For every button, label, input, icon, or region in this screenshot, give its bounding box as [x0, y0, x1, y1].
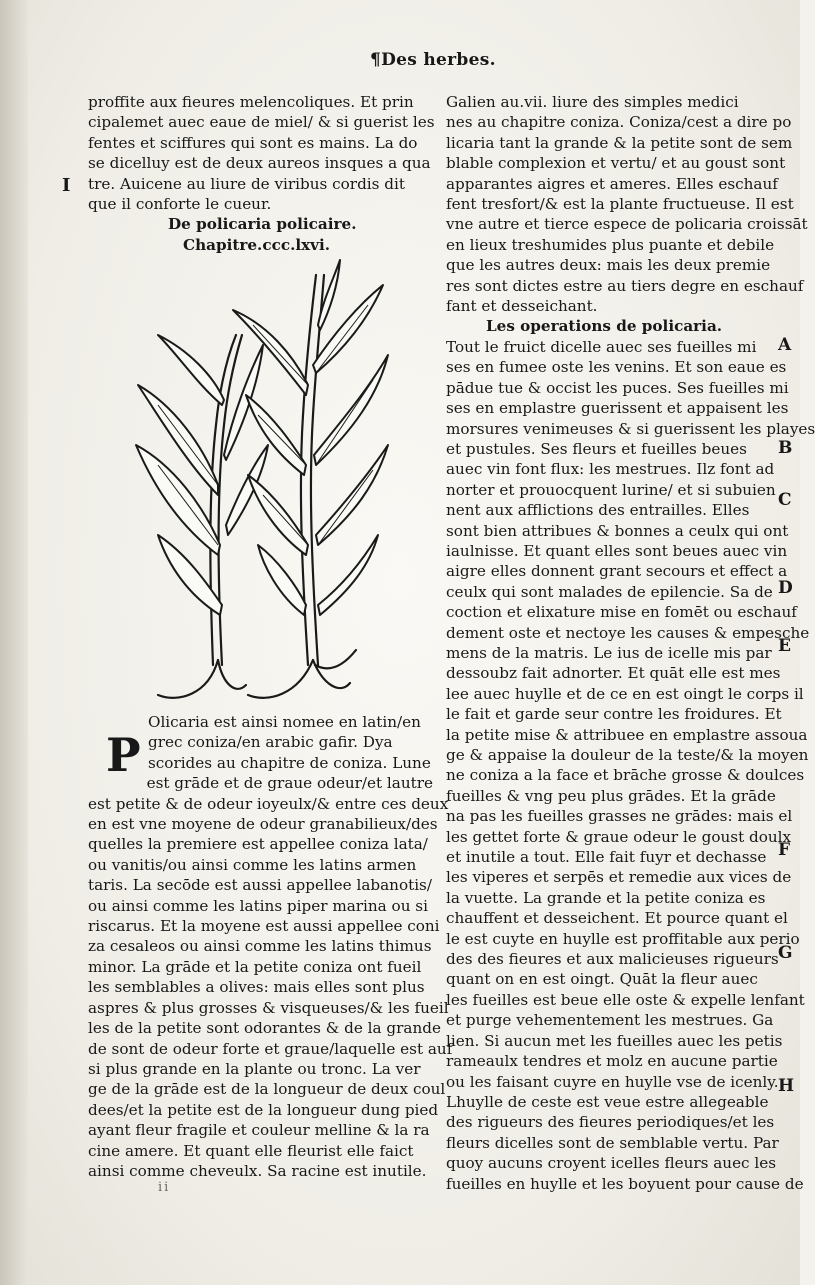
text-line: fant et desseichant.	[446, 297, 598, 316]
text-line: les fueilles est beue elle oste & expelle lenfant	[446, 990, 805, 1009]
text-line: iaulnisse. Et quant elles sont beues auec vin	[446, 541, 788, 560]
text-line: quoy aucuns croyent icelles fleurs auec les	[446, 1154, 777, 1173]
text-line: la vuette. La grande et la petite coniza es	[446, 888, 766, 907]
margin-letter-f: F	[778, 840, 791, 860]
text-line: za cesaleos ou ainsi comme les latins thimus	[88, 937, 432, 956]
text-line: la petite mise & attribuee en emplastre assoua	[446, 725, 808, 744]
text-line: blable complexion et vertu/ et au goust sont	[446, 154, 786, 173]
text-line: sont bien attribues & bonnes a ceulx qui ont	[446, 521, 789, 540]
text-line: fleurs dicelles sont de semblable vertu. Par	[446, 1133, 779, 1152]
policaria-woodcut-illustration	[118, 255, 418, 710]
text-line: lee auec huylle et de ce en est oingt le corps il	[446, 684, 804, 703]
running-head	[370, 50, 520, 70]
text-line: ou les faisant cuyre en huylle vse de icenly.	[446, 1072, 779, 1091]
text-line: fueilles en huylle et les boyuent pour cause de	[446, 1174, 804, 1193]
text-line: morsures venimeuses & si guerissent les playes	[446, 419, 815, 438]
printer-signature: ii	[158, 1180, 171, 1195]
text-line: nes au chapitre coniza. Coniza/cest a dire po	[446, 113, 792, 132]
text-line: dement oste et nectoye les causes & empesche	[446, 623, 810, 642]
text-line: ge & appaise la douleur de la teste/& la moyen	[446, 746, 809, 764]
text-line: proffite aux fieures melencoliques. Et prin	[88, 93, 414, 111]
chapter-title: De policaria policaire.	[168, 215, 357, 234]
pilcrow-icon: ¶	[370, 50, 382, 70]
text-line: des des fieures et aux malicieuses rigueurs	[446, 950, 779, 969]
text-line: scorides au chapitre de coniza. Lune	[148, 753, 431, 772]
text-line: res sont dictes estre au tiers degre en eschauf	[446, 276, 804, 295]
text-line: des rigueurs des fieures periodiques/et les	[446, 1113, 775, 1132]
text-line: chauffent et desseichent. Et pource quant el	[446, 909, 788, 928]
text-line: norter et prouocquent lurine/ et si subuien	[446, 480, 776, 499]
margin-letter-b: B	[778, 438, 793, 458]
text-line: ses en emplastre guerissent et appaisent les	[446, 399, 789, 418]
text-line: en est vne moyene de odeur granabilieux/des	[88, 815, 438, 834]
text-line: ainsi comme cheveulx. Sa racine est inutile.	[88, 1161, 427, 1180]
text-line: rameaulx tendres et molz en aucune partie	[446, 1052, 778, 1071]
text-line: et purge vehementement les mestrues. Ga	[446, 1011, 774, 1030]
text-line: les gettet forte & graue odeur le goust doulx	[446, 827, 792, 846]
text-line: les semblables a olives: mais elles sont plus	[88, 978, 425, 997]
text-line: ayant fleur fragile et couleur melline & la ra	[88, 1121, 430, 1140]
text-line: dees/et la petite est de la longueur dung pied	[88, 1100, 439, 1119]
text-line: apparantes aigres et ameres. Elles eschauf	[446, 174, 778, 193]
text-line: ceulx qui sont malades de epilencie. Sa de	[446, 582, 773, 601]
text-line: ses en fumee oste les venins. Et son eaue es	[446, 358, 787, 377]
text-line: lien. Si aucun met les fueilles auec les petis	[446, 1031, 783, 1050]
chapter-number: Chapitre.ccc.lxvi.	[183, 235, 331, 254]
text-line: ge de la grāde est de la longueur de deux coul	[88, 1080, 446, 1099]
text-line: ou vanitis/ou ainsi comme les latins armen	[88, 855, 417, 874]
section-heading: Les operations de policaria.	[486, 317, 723, 336]
text-line: fueilles & vng peu plus grādes. Et la grāde	[446, 786, 776, 805]
text-line: en lieux treshumides plus puante et debile	[446, 235, 775, 254]
margin-letter-d: D	[778, 578, 793, 598]
text-line: que les autres deux: mais les deux premie	[446, 256, 771, 275]
text-line: et pustules. Ses fleurs et fueilles beues	[446, 439, 747, 458]
text-line: aigre elles donnent grant secours et effect a	[446, 562, 788, 581]
text-line: quant on en est oingt. Quāt la fleur auec	[446, 970, 758, 989]
text-line: quelles la premiere est appellee coniza lata/	[88, 835, 428, 854]
text-line: Lhuylle de ceste est veue estre allegeable	[446, 1092, 769, 1111]
text-line: le fait et garde seur contre les froidures. Et	[446, 705, 782, 724]
text-line: nent aux afflictions des entrailles. Elles	[446, 501, 750, 520]
text-line: si plus grande en la plante ou tronc. La ver	[88, 1059, 421, 1078]
left-column-top	[88, 92, 433, 255]
text-line: pādue tue & occist les puces. Ses fueilles mi	[446, 378, 789, 397]
text-line: tre. Auicene au liure de viribus cordis dit	[88, 174, 405, 193]
text-line: riscarus. Et la moyene est aussi appellee coni	[88, 917, 440, 936]
text-line: ou ainsi comme les latins piper marina ou si	[88, 896, 428, 915]
text-line: vne autre et tierce espece de policaria croissāt	[446, 215, 808, 234]
text-line: mens de la matris. Le ius de icelle mis par	[446, 643, 772, 662]
margin-letter-a: A	[778, 335, 792, 355]
book-gutter	[0, 0, 28, 1285]
text-line: de sont de odeur forte et graue/laquelle est auf	[88, 1039, 453, 1058]
text-line: cipalemet auec eaue de miel/ & si guerist les	[88, 113, 435, 132]
running-head-text: Des herbes.	[381, 50, 496, 70]
text-line: ne coniza a la face et brāche grosse & doulces	[446, 766, 805, 785]
margin-letter-h: H	[778, 1076, 795, 1096]
text-line: que il conforte le cueur.	[88, 195, 272, 214]
text-line: auec vin font flux: les mestrues. Ilz font ad	[446, 460, 775, 479]
text-line: fent tresfort/& est la plante fructueuse. Il est	[446, 195, 794, 214]
margin-letter-g: G	[778, 943, 793, 963]
text-line: grec coniza/en arabic gafir. Dya	[148, 733, 393, 752]
text-line: les viperes et serpēs et remedie aux vices de	[446, 868, 792, 887]
text-line: dessoubz fait adnorter. Et quāt elle est mes	[446, 664, 781, 683]
text-line: cine amere. Et quant elle fleurist elle faict	[88, 1141, 414, 1160]
text-line: fentes et sciffures qui sont es mains. La do	[88, 133, 418, 152]
text-line: Olicaria est ainsi nomee en latin/en	[148, 713, 421, 731]
drop-cap: P	[106, 728, 141, 782]
text-line: coction et elixature mise en fomēt ou eschauf	[446, 603, 797, 622]
text-line: aspres & plus grosses & visqueuses/& les fueil	[88, 998, 449, 1017]
text-line: les de la petite sont odorantes & de la grande	[88, 1019, 441, 1038]
text-line: le est cuyte en huylle est proffitable aux perio	[446, 929, 800, 948]
text-line: licaria tant la grande & la petite sont de sem	[446, 133, 793, 152]
left-column-bottom	[88, 712, 453, 1181]
right-column	[446, 92, 815, 1194]
left-margin-mark: I	[62, 175, 71, 196]
text-line: minor. La grāde et la petite coniza ont fueil	[88, 957, 422, 976]
text-line: se dicelluy est de deux aureos insques a qua	[88, 154, 431, 173]
margin-letter-e: E	[778, 636, 791, 656]
text-line: est grāde et de graue odeur/et lautre	[146, 774, 433, 793]
text-line: na pas les fueilles grasses ne grādes: mais el	[446, 807, 793, 826]
text-line: Tout le fruict dicelle auec ses fueilles mi	[446, 337, 757, 356]
text-line: et inutile a tout. Elle fait fuyr et dechasse	[446, 848, 767, 867]
text-line: Galien au.vii. liure des simples medici	[446, 93, 739, 111]
text-line: est petite & de odeur ioyeulx/& entre ces deux	[88, 794, 449, 813]
margin-letter-c: C	[778, 490, 792, 510]
text-line: taris. La secōde est aussi appellee labanotis/	[88, 876, 432, 895]
